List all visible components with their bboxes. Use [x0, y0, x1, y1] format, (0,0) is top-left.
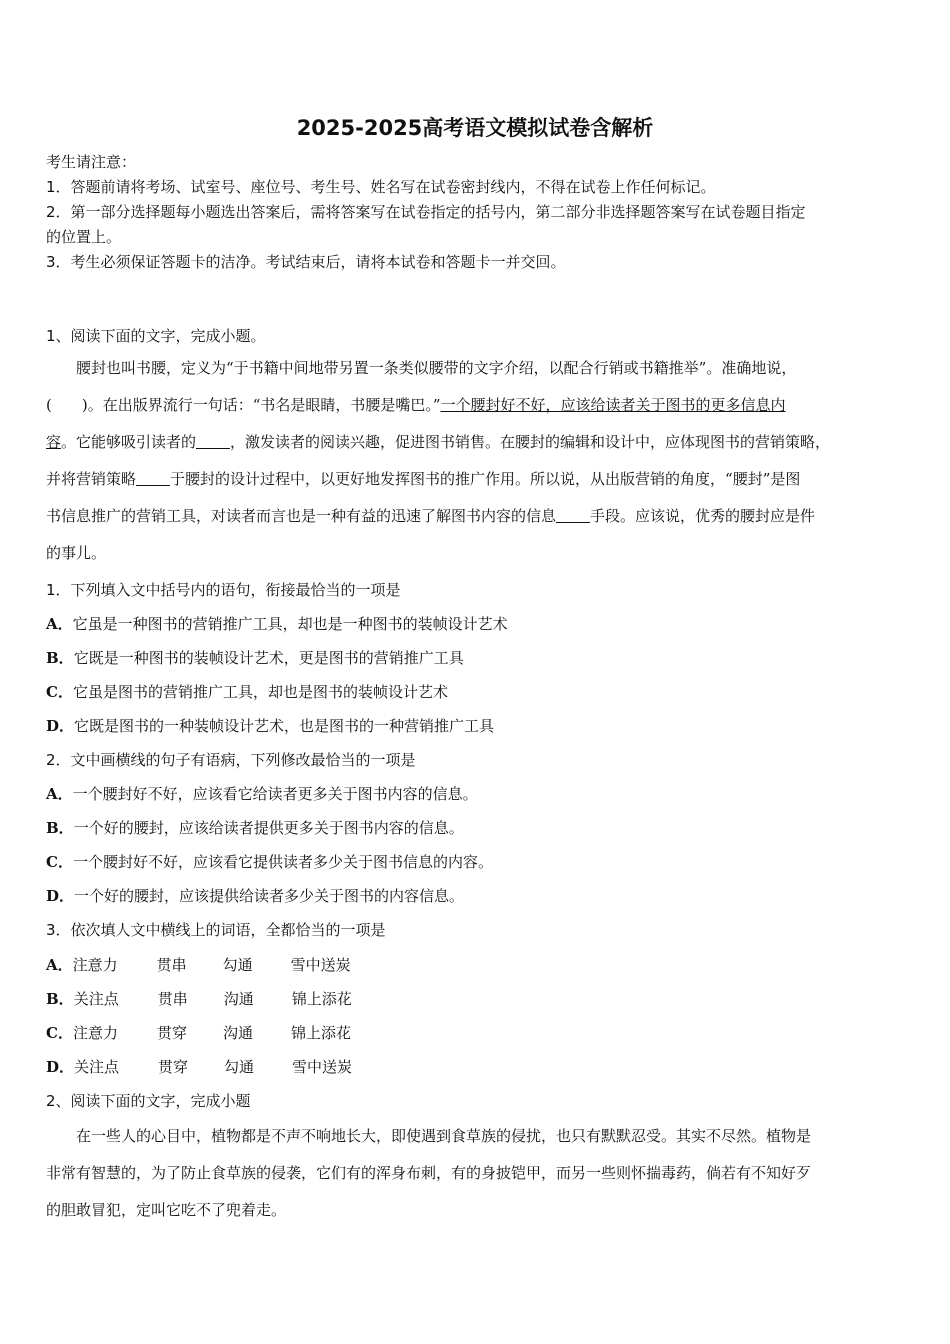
passage-text: ，激发读者的阅读兴趣，促进图书销售。在腰封的编辑和设计中，应体现图书的营销策略， — [230, 433, 831, 451]
fill-blank-2 — [136, 471, 170, 486]
option-word: 沟通 — [223, 990, 254, 1008]
passage-text: 于腰封的设计过程中，以更好地发挥图书的推广作用。所以说，从出版营销的角度，“腰封”是图 — [170, 470, 801, 488]
passage-line-2 — [46, 387, 906, 424]
q1-option-c — [46, 682, 448, 702]
q3-option-a — [46, 955, 351, 975]
passage-line-1 — [46, 350, 906, 387]
passage-line-3 — [46, 424, 906, 461]
option-word: 贯串 — [156, 956, 187, 974]
option-word: 雪中送炭 — [292, 1058, 353, 1076]
option-word: 锦上添花 — [290, 1024, 351, 1042]
option-text: 一个腰封好不好，应该看它给读者更多关于图书内容的信息。 — [72, 785, 478, 803]
option-word: 贯穿 — [156, 1024, 187, 1042]
fill-blank-3 — [556, 508, 590, 523]
passage-line-2 — [46, 1155, 906, 1192]
q1-option-d — [46, 716, 494, 736]
option-text: 一个好的腰封，应该给读者提供更多关于图书内容的信息。 — [73, 819, 464, 837]
underlined-sentence: 一个腰封好不好，应该给读者关于图书的更多信息内 — [440, 396, 786, 414]
option-word: 勾通 — [222, 956, 253, 974]
underlined-sentence-end: 容 — [46, 433, 62, 451]
option-label: C． — [46, 853, 73, 871]
section2-passage — [46, 1118, 906, 1229]
passage-text: 并将营销策略 — [46, 470, 137, 488]
passage-text: 。它能够吸引读者的 — [61, 433, 197, 451]
option-label: A． — [46, 956, 73, 974]
passage-text: ( )。在出版界流行一句话：“书名是眼睛，书腰是嘴巴。” — [46, 396, 441, 414]
passage-text: 手段。应该说，优秀的腰封应是件 — [590, 507, 816, 525]
option-word: 雪中送炭 — [290, 956, 351, 974]
passage-text: 腰封也叫书腰，定义为“于书籍中间地带另置一条类似腰带的文字介绍，以配合行销或书籍推举”。准确地说， — [76, 359, 797, 377]
option-label: D． — [46, 1058, 75, 1076]
question-1 — [46, 580, 906, 600]
option-word: 关注点 — [74, 1058, 120, 1076]
section1-heading: 1、阅读下面的文字，完成小题。 — [46, 327, 266, 345]
q3-option-d — [46, 1057, 352, 1077]
option-text: 它虽是图书的营销推广工具，却也是图书的装帧设计艺术 — [72, 683, 448, 701]
q1-option-a — [46, 614, 508, 634]
option-word: 注意力 — [72, 1024, 118, 1042]
passage-line-3 — [46, 1192, 906, 1229]
option-word: 勾通 — [224, 1058, 255, 1076]
passage-text: 的胆敢冒犯，定叫它吃不了兜着走。 — [46, 1201, 287, 1219]
notice-item-3: 3．考生必须保证答题卡的洁净。考试结束后，请将本试卷和答题卡一并交回。 — [46, 253, 566, 271]
notice-item-2-cont: 的位置上。 — [46, 228, 122, 246]
passage-text: 书信息推广的营销工具，对读者而言也是一种有益的迅速了解图书内容的信息 — [46, 507, 557, 525]
question-text: 2．文中画横线的句子有语病，下列修改最恰当的一项是 — [46, 751, 416, 769]
option-word: 沟通 — [222, 1024, 253, 1042]
q2-option-c — [46, 852, 493, 872]
passage-text: 的事儿。 — [46, 544, 107, 562]
section2-heading: 2、阅读下面的文字，完成小题 — [46, 1092, 251, 1110]
fill-blank-1 — [196, 434, 230, 449]
option-label: C． — [46, 1024, 73, 1042]
option-word: 锦上添花 — [291, 990, 352, 1008]
option-text: 一个好的腰封，应该提供给读者多少关于图书的内容信息。 — [74, 887, 465, 905]
passage-text: 非常有智慧的，为了防止食草族的侵袭，它们有的浑身布刺，有的身披铠甲，而另一些则怀揣毒药，倘若有不知好歹 — [46, 1164, 812, 1182]
option-label: D． — [46, 887, 75, 905]
option-word: 贯串 — [157, 990, 188, 1008]
option-word: 注意力 — [72, 956, 118, 974]
notice-item-1: 1．答题前请将考场、试室号、座位号、考生号、姓名写在试卷密封线内，不得在试卷上作任何标记。 — [46, 178, 716, 196]
passage-line-4 — [46, 461, 906, 498]
option-label: A． — [46, 785, 73, 803]
page-title: 2025-2025高考语文模拟试卷含解析 — [296, 116, 654, 140]
option-text: 它既是一种图书的装帧设计艺术，更是图书的营销推广工具 — [73, 649, 464, 667]
question-text: 1．下列填入文中括号内的语句，衔接最恰当的一项是 — [46, 581, 401, 599]
option-label: D． — [46, 717, 75, 735]
option-word: 关注点 — [73, 990, 119, 1008]
q2-option-b — [46, 818, 464, 838]
passage-line-1 — [46, 1118, 906, 1155]
q2-option-d — [46, 886, 464, 906]
q2-option-a — [46, 784, 478, 804]
option-label: A． — [46, 615, 73, 633]
passage-text: 在一些人的心目中，植物都是不声不响地长大，即使遇到食草族的侵扰，也只有默默忍受。其实不尽然。植物是 — [76, 1127, 812, 1145]
passage-line-6 — [46, 535, 906, 572]
option-label: B． — [46, 649, 74, 667]
question-3 — [46, 920, 906, 940]
option-text: 它既是图书的一种装帧设计艺术，也是图书的一种营销推广工具 — [74, 717, 495, 735]
option-word: 贯穿 — [158, 1058, 189, 1076]
section1-passage — [46, 350, 906, 572]
passage-line-5 — [46, 498, 906, 535]
option-text: 它虽是一种图书的营销推广工具，却也是一种图书的装帧设计艺术 — [72, 615, 508, 633]
question-text: 3．依次填人文中横线上的词语，全都恰当的一项是 — [46, 921, 386, 939]
q3-option-b — [46, 989, 352, 1009]
notice-heading: 考生请注意： — [46, 153, 137, 171]
option-text: 一个腰封好不好，应该看它提供读者多少关于图书信息的内容。 — [72, 853, 493, 871]
notice-item-2: 2．第一部分选择题每小题选出答案后，需将答案写在试卷指定的括号内，第二部分非选择题答案写在试卷题目指定 — [46, 203, 806, 221]
option-label: B． — [46, 819, 74, 837]
q1-option-b — [46, 648, 464, 668]
question-2 — [46, 750, 906, 770]
option-label: C． — [46, 683, 73, 701]
option-label: B． — [46, 990, 74, 1008]
q3-option-c — [46, 1023, 351, 1043]
